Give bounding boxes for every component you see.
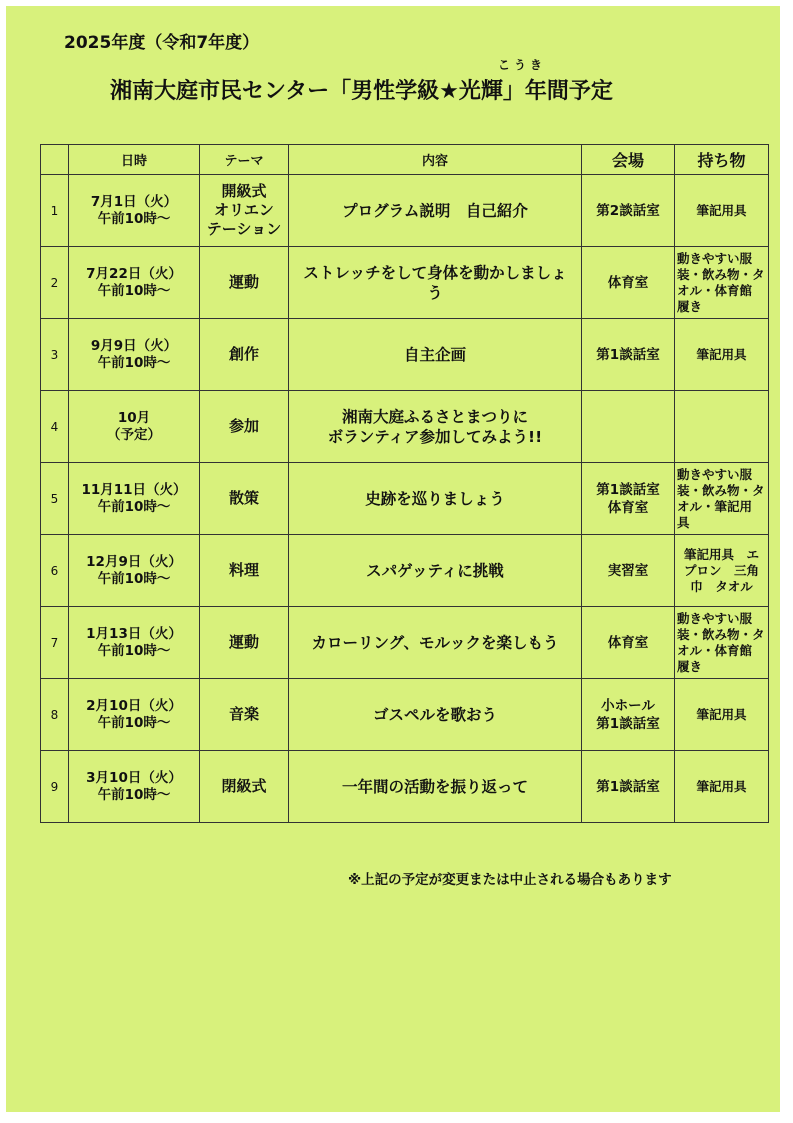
- row-theme: 創作: [200, 319, 289, 391]
- table-row: [41, 319, 769, 391]
- row-theme: 閉級式: [200, 751, 289, 823]
- row-content: プログラム説明 自己紹介: [289, 175, 582, 247]
- row-number: 6: [41, 535, 69, 607]
- row-date: 1月13日（火） 午前10時～: [69, 607, 200, 679]
- row-items: 筆記用具 エ プロン 三角 巾 タオル: [675, 535, 769, 607]
- row-theme: 料理: [200, 535, 289, 607]
- row-number: 2: [41, 247, 69, 319]
- fiscal-year: 2025年度（令和7年度）: [64, 33, 260, 53]
- row-theme: 開級式 オリエン テーション: [200, 175, 289, 247]
- row-date: 11月11日（火） 午前10時～: [69, 463, 200, 535]
- footnote: ※上記の予定が変更または中止される場合もあります: [348, 872, 672, 888]
- row-items: 動きやすい服 装・飲み物・タ オル・体育館 履き: [675, 607, 769, 679]
- row-number: 9: [41, 751, 69, 823]
- row-items: 筆記用具: [675, 175, 769, 247]
- row-number: 7: [41, 607, 69, 679]
- schedule-table: [40, 144, 769, 823]
- row-date: 12月9日（火） 午前10時～: [69, 535, 200, 607]
- row-venue: 第1談話室 体育室: [582, 463, 675, 535]
- table-row: [41, 607, 769, 679]
- row-content: 一年間の活動を振り返って: [289, 751, 582, 823]
- header-items: 持ち物: [675, 145, 769, 175]
- table-row: [41, 391, 769, 463]
- row-content: ストレッチをして身体を動かしましょ う: [289, 247, 582, 319]
- row-venue: 実習室: [582, 535, 675, 607]
- row-items: 筆記用具: [675, 319, 769, 391]
- row-content: スパゲッティに挑戦: [289, 535, 582, 607]
- page-title: 湘南大庭市民センター「男性学級★光輝」年間予定: [110, 79, 613, 104]
- row-items: 動きやすい服 装・飲み物・タ オル・筆記用 具: [675, 463, 769, 535]
- row-theme: 運動: [200, 607, 289, 679]
- table-header-row: [41, 145, 769, 175]
- paper-sheet: [6, 6, 780, 1112]
- row-theme: 運動: [200, 247, 289, 319]
- row-items: 筆記用具: [675, 751, 769, 823]
- row-content: 自主企画: [289, 319, 582, 391]
- header-date: 日時: [69, 145, 200, 175]
- table-row: [41, 751, 769, 823]
- row-venue: 体育室: [582, 607, 675, 679]
- title-ruby: こうき: [498, 58, 547, 72]
- row-theme: 参加: [200, 391, 289, 463]
- row-number: 8: [41, 679, 69, 751]
- row-venue: 体育室: [582, 247, 675, 319]
- table-row: [41, 175, 769, 247]
- row-content: 史跡を巡りましょう: [289, 463, 582, 535]
- row-content: カローリング、モルックを楽しもう: [289, 607, 582, 679]
- table-row: [41, 247, 769, 319]
- table-row: [41, 535, 769, 607]
- header-venue: 会場: [582, 145, 675, 175]
- row-date: 7月1日（火） 午前10時～: [69, 175, 200, 247]
- row-items: [675, 391, 769, 463]
- header-content: 内容: [289, 145, 582, 175]
- row-theme: 音楽: [200, 679, 289, 751]
- row-venue: 第1談話室: [582, 751, 675, 823]
- row-theme: 散策: [200, 463, 289, 535]
- row-items: 動きやすい服 装・飲み物・タ オル・体育館 履き: [675, 247, 769, 319]
- row-number: 4: [41, 391, 69, 463]
- row-number: 3: [41, 319, 69, 391]
- header-theme: テーマ: [200, 145, 289, 175]
- row-content: 湘南大庭ふるさとまつりに ボランティア参加してみよう!!: [289, 391, 582, 463]
- row-date: 9月9日（火） 午前10時～: [69, 319, 200, 391]
- row-date: 10月 （予定）: [69, 391, 200, 463]
- row-number: 1: [41, 175, 69, 247]
- row-venue: [582, 391, 675, 463]
- header-number: [41, 145, 69, 175]
- row-date: 2月10日（火） 午前10時～: [69, 679, 200, 751]
- row-number: 5: [41, 463, 69, 535]
- table-row: [41, 463, 769, 535]
- row-date: 3月10日（火） 午前10時～: [69, 751, 200, 823]
- row-venue: 第2談話室: [582, 175, 675, 247]
- row-items: 筆記用具: [675, 679, 769, 751]
- row-venue: 第1談話室: [582, 319, 675, 391]
- table-row: [41, 679, 769, 751]
- row-content: ゴスペルを歌おう: [289, 679, 582, 751]
- row-venue: 小ホール 第1談話室: [582, 679, 675, 751]
- row-date: 7月22日（火） 午前10時～: [69, 247, 200, 319]
